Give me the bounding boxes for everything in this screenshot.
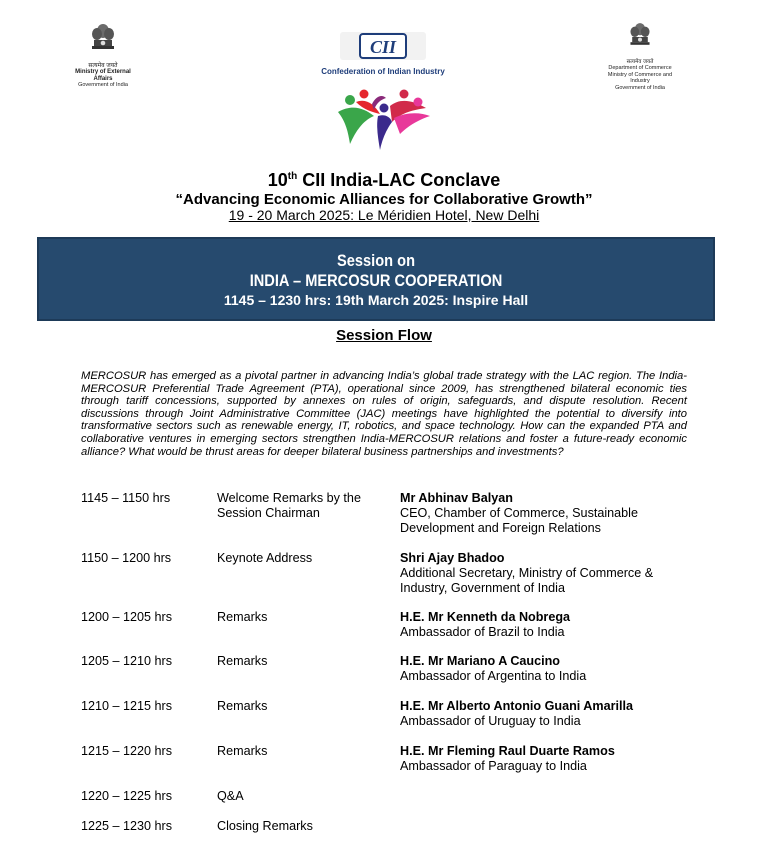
agenda-row (81, 654, 701, 699)
event-ordinal-suffix: th (287, 171, 298, 182)
agenda-activity: Keynote Address (217, 551, 313, 565)
agenda-row (81, 551, 701, 610)
agenda-speaker (400, 744, 700, 774)
speaker-role: Additional Secretary, Ministry of Commerce & Industry, Government of India (400, 566, 654, 595)
commerce-dept-label: Department of Commerce (608, 65, 672, 72)
agenda-activity: Remarks (217, 654, 268, 668)
conclave-figures-icon (334, 86, 432, 152)
agenda-row (81, 819, 701, 839)
mea-label: Ministry of External Affairs (75, 69, 131, 82)
agenda-row (81, 789, 701, 819)
session-banner (37, 237, 715, 321)
emblem-motto: सत्यमेव जयते (626, 59, 654, 65)
agenda-speaker (400, 491, 700, 536)
speaker-role: Ambassador of Argentina to India (400, 669, 587, 683)
speaker-name: H.E. Mr Fleming Raul Duarte Ramos (400, 744, 615, 758)
agenda-time: 1220 – 1225 hrs (81, 789, 173, 803)
session-flow-heading: Session Flow (336, 327, 432, 344)
agenda-activity: Remarks (217, 699, 268, 713)
event-tagline: “Advancing Economic Alliances for Collaborative Growth” (175, 191, 593, 208)
agenda-time: 1205 – 1210 hrs (81, 654, 173, 668)
national-emblem-icon (88, 22, 118, 58)
commerce-ministry-label: Ministry of Commerce and Industry (607, 71, 673, 85)
agenda-time: 1145 – 1150 hrs (81, 491, 171, 505)
event-dates-venue: 19 - 20 March 2025: Le Méridien Hotel, New Delhi (228, 207, 540, 223)
commerce-logo (604, 20, 676, 91)
speaker-role: Ambassador of Paraguay to India (400, 759, 587, 773)
agenda-row (81, 744, 701, 789)
session-title: INDIA – MERCOSUR COOPERATION (249, 271, 503, 290)
speaker-name: Shri Ajay Bhadoo (400, 551, 505, 565)
cii-logo (318, 32, 448, 76)
agenda-row (81, 699, 701, 744)
agenda-row (81, 491, 701, 551)
speaker-role: Ambassador of Brazil to India (400, 625, 565, 639)
agenda-activity: Welcome Remarks by the Session Chairman (217, 491, 361, 520)
agenda-speaker (400, 551, 700, 596)
session-label: Session on (337, 251, 415, 270)
speaker-role: CEO, Chamber of Commerce, Sustainable Development and Foreign Relations (400, 506, 638, 535)
conclave-logo (334, 86, 432, 157)
national-emblem-icon (627, 20, 653, 54)
session-time-venue: 1145 – 1230 hrs: 19th March 2025: Inspire Hall (223, 292, 529, 308)
commerce-govt-label: Government of India (615, 84, 665, 91)
agenda-activity: Remarks (217, 744, 268, 758)
agenda-speaker (400, 610, 700, 640)
agenda-time: 1200 – 1205 hrs (81, 610, 173, 624)
agenda-speaker (400, 654, 700, 684)
emblem-motto: सत्यमेव जयते (88, 63, 118, 69)
speaker-role: Ambassador of Uruguay to India (400, 714, 581, 728)
mea-logo (66, 22, 140, 89)
agenda-activity: Q&A (217, 789, 244, 803)
agenda-activity: Closing Remarks (217, 819, 313, 833)
cii-caption: Confederation of Indian Industry (321, 67, 445, 76)
agenda-time: 1150 – 1200 hrs (81, 551, 172, 565)
event-title (0, 170, 768, 191)
svg-text:CII: CII (369, 37, 397, 57)
speaker-name: Mr Abhinav Balyan (400, 491, 513, 505)
agenda-time: 1210 – 1215 hrs (81, 699, 173, 713)
event-title-text: CII India-LAC Conclave (297, 170, 501, 190)
agenda-speaker (400, 699, 700, 729)
mea-govt-label: Government of India (78, 82, 128, 89)
agenda-time: 1215 – 1220 hrs (81, 744, 173, 758)
speaker-name: H.E. Mr Alberto Antonio Guani Amarilla (400, 699, 633, 713)
agenda-time: 1225 – 1230 hrs (81, 819, 173, 833)
agenda-activity: Remarks (217, 610, 268, 624)
session-intro-paragraph: MERCOSUR has emerged as a pivotal partner in advancing India’s global trade strategy with the LAC region. The India-MERCOSUR Preferential Trade Agreement (PTA), operational since 2009, has strengthened bilateral economic ties through tariff concessions, supported by annexes on rules of origin, safeguards, and dispute resolution. Recent discussions through Joint Administrative Committee (JAC) meetings have highlighted the potential to diversify into transformative sectors such as renewable energy, IT, robotics, and space technology. How can the expanded PTA and collaborative ventures in emerging sectors strengthen India-MERCOSUR relations and foster a future-ready economic alliance? What would be thrust areas for deeper bilateral business partnerships and investments? (81, 370, 687, 458)
event-ordinal: 10 (267, 170, 288, 190)
speaker-name: H.E. Mr Kenneth da Nobrega (400, 610, 571, 624)
agenda-row (81, 610, 701, 654)
agenda-table (81, 491, 701, 839)
speaker-name: H.E. Mr Mariano A Caucino (400, 654, 561, 668)
cii-logo-icon (340, 32, 426, 60)
